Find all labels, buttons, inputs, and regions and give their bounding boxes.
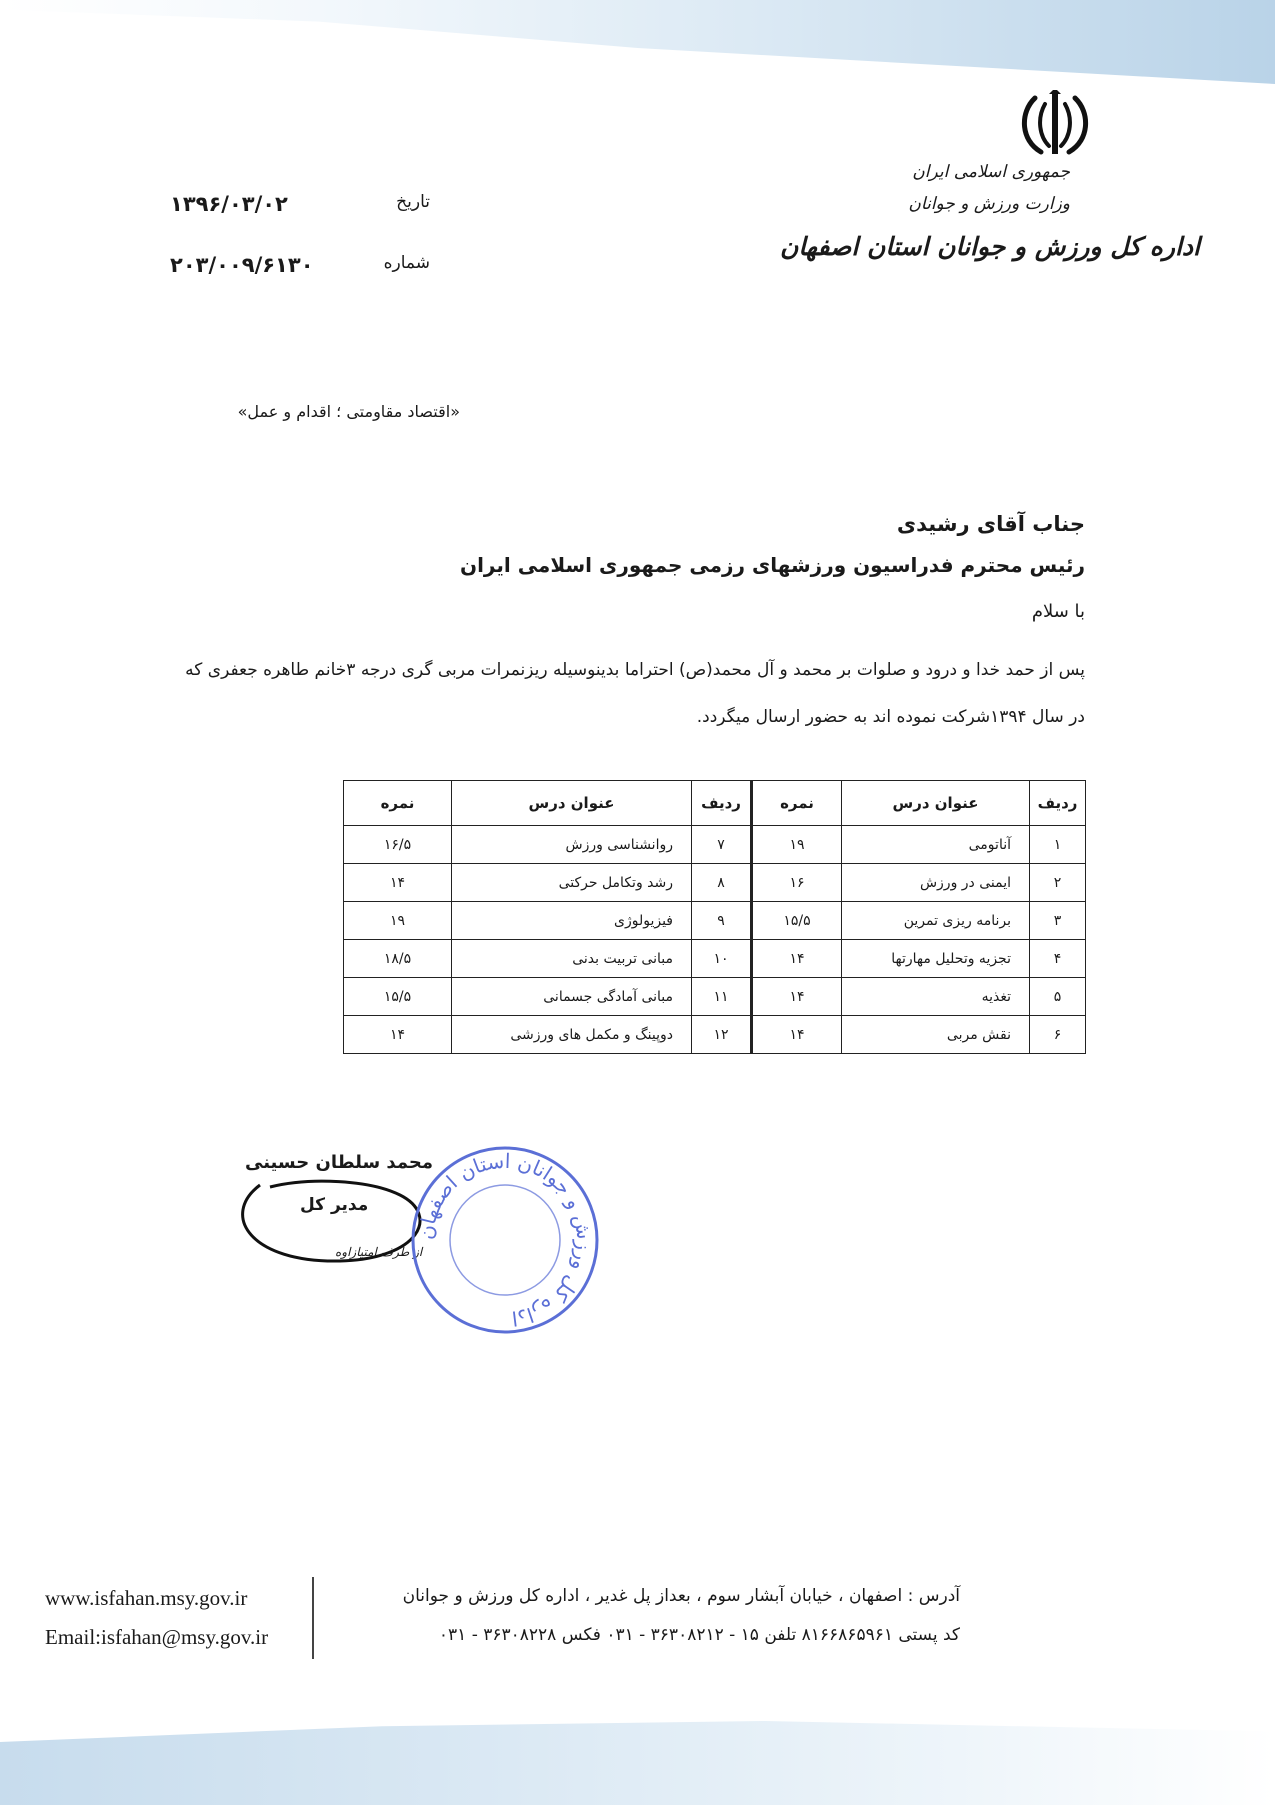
course-title: تغذیه — [842, 978, 1030, 1016]
header-country: جمهوری اسلامی ایران — [912, 162, 1070, 182]
header-grade: نمره — [344, 781, 452, 826]
table-row — [344, 826, 1086, 864]
footer-band — [0, 1700, 1275, 1805]
row-number: ۳ — [1030, 902, 1086, 940]
course-grade: ۱۴ — [752, 940, 842, 978]
body-line-2: در سال ۱۳۹۴شرکت نموده اند به حضور ارسال میگردد. — [696, 707, 1085, 727]
header-row-number: ردیف — [692, 781, 752, 826]
date-label: تاریخ — [396, 192, 430, 212]
date-value: ۱۳۹۶/۰۳/۰۲ — [170, 192, 288, 216]
course-grade: ۱۴ — [344, 1016, 452, 1054]
course-title: رشد وتکامل حرکتی — [452, 864, 692, 902]
svg-text:اداره کل ورزش و جوانان استان ا — [414, 1149, 597, 1331]
row-number: ۱۲ — [692, 1016, 752, 1054]
footer-address: آدرس : اصفهان ، خیابان آبشار سوم ، بعداز پل غدیر ، اداره کل ورزش و جوانان — [402, 1586, 960, 1606]
course-grade: ۱۵/۵ — [344, 978, 452, 1016]
iran-emblem-icon — [1015, 90, 1095, 162]
course-title: فیزیولوژی — [452, 902, 692, 940]
footer-email[interactable]: Email:isfahan@msy.gov.ir — [45, 1625, 269, 1649]
row-number: ۴ — [1030, 940, 1086, 978]
course-title: مبانی آمادگی جسمانی — [452, 978, 692, 1016]
course-title: دوپینگ و مکمل های ورزشی — [452, 1016, 692, 1054]
course-grade: ۱۹ — [752, 826, 842, 864]
signatory-role: مدیر کل — [300, 1195, 369, 1215]
course-title: تجزیه وتحلیل مهارتها — [842, 940, 1030, 978]
row-number: ۶ — [1030, 1016, 1086, 1054]
table-row — [344, 978, 1086, 1016]
number-row — [170, 253, 430, 283]
footer-website[interactable]: www.isfahan.msy.gov.ir — [45, 1586, 248, 1610]
recipient-title: رئیس محترم فدراسیون ورزشهای رزمی جمهوری اسلامی ایران — [460, 553, 1085, 577]
course-title: آناتومی — [842, 826, 1030, 864]
signatory-name: محمد سلطان حسینی — [245, 1152, 434, 1173]
body-line-1: پس از حمد خدا و درود و صلوات بر محمد و آل محمد(ص) احتراما بدینوسیله ریزنمرات مربی گری درجه ۳خانم طاهره جعفری که — [185, 660, 1085, 680]
course-grade: ۱۶/۵ — [344, 826, 452, 864]
table-row — [344, 902, 1086, 940]
course-grade: ۱۶ — [752, 864, 842, 902]
date-row — [170, 192, 430, 222]
greeting: با سلام — [1031, 601, 1085, 622]
header-course-title: عنوان درس — [842, 781, 1030, 826]
course-title: نقش مربی — [842, 1016, 1030, 1054]
recipient: جناب آقای رشیدی — [896, 512, 1085, 536]
course-grade: ۱۵/۵ — [752, 902, 842, 940]
row-number: ۱۰ — [692, 940, 752, 978]
table-row — [344, 864, 1086, 902]
row-number: ۲ — [1030, 864, 1086, 902]
header-row-number: ردیف — [1030, 781, 1086, 826]
row-number: ۱۱ — [692, 978, 752, 1016]
footer-divider — [312, 1577, 314, 1659]
row-number: ۱ — [1030, 826, 1086, 864]
row-number: ۷ — [692, 826, 752, 864]
course-grade: ۱۹ — [344, 902, 452, 940]
course-title: روانشناسی ورزش — [452, 826, 692, 864]
grades-table — [343, 780, 1086, 1054]
row-number: ۹ — [692, 902, 752, 940]
row-number: ۸ — [692, 864, 752, 902]
course-title: برنامه ریزی تمرین — [842, 902, 1030, 940]
course-grade: ۱۸/۵ — [344, 940, 452, 978]
row-number: ۵ — [1030, 978, 1086, 1016]
signature-note: از طرف امتیازاوه — [335, 1245, 423, 1259]
course-title: مبانی تربیت بدنی — [452, 940, 692, 978]
table-row — [344, 940, 1086, 978]
number-label: شماره — [383, 253, 430, 273]
header-office: اداره کل ورزش و جوانان استان اصفهان — [779, 232, 1200, 261]
header-grade: نمره — [752, 781, 842, 826]
course-grade: ۱۴ — [344, 864, 452, 902]
table-row — [344, 1016, 1086, 1054]
course-grade: ۱۴ — [752, 1016, 842, 1054]
course-title: ایمنی در ورزش — [842, 864, 1030, 902]
course-grade: ۱۴ — [752, 978, 842, 1016]
table-header-row — [344, 781, 1086, 826]
header-ministry: وزارت ورزش و جوانان — [908, 194, 1070, 214]
header-course-title: عنوان درس — [452, 781, 692, 826]
seal-text: اداره کل ورزش و جوانان استان اصفهان — [413, 1148, 597, 1331]
official-seal-icon — [405, 1140, 605, 1340]
motto: «اقتصاد مقاومتی ؛ اقدام و عمل» — [237, 402, 460, 421]
footer-contact: کد پستی ۸۱۶۶۸۶۵۹۶۱ تلفن ۱۵ - ۳۶۳۰۸۲۱۲ - ۰۳۱ فکس ۳۶۳۰۸۲۲۸ - ۰۳۱ — [438, 1625, 960, 1645]
number-value: ۲۰۳/۰۰۹/۶۱۳۰ — [170, 253, 314, 277]
